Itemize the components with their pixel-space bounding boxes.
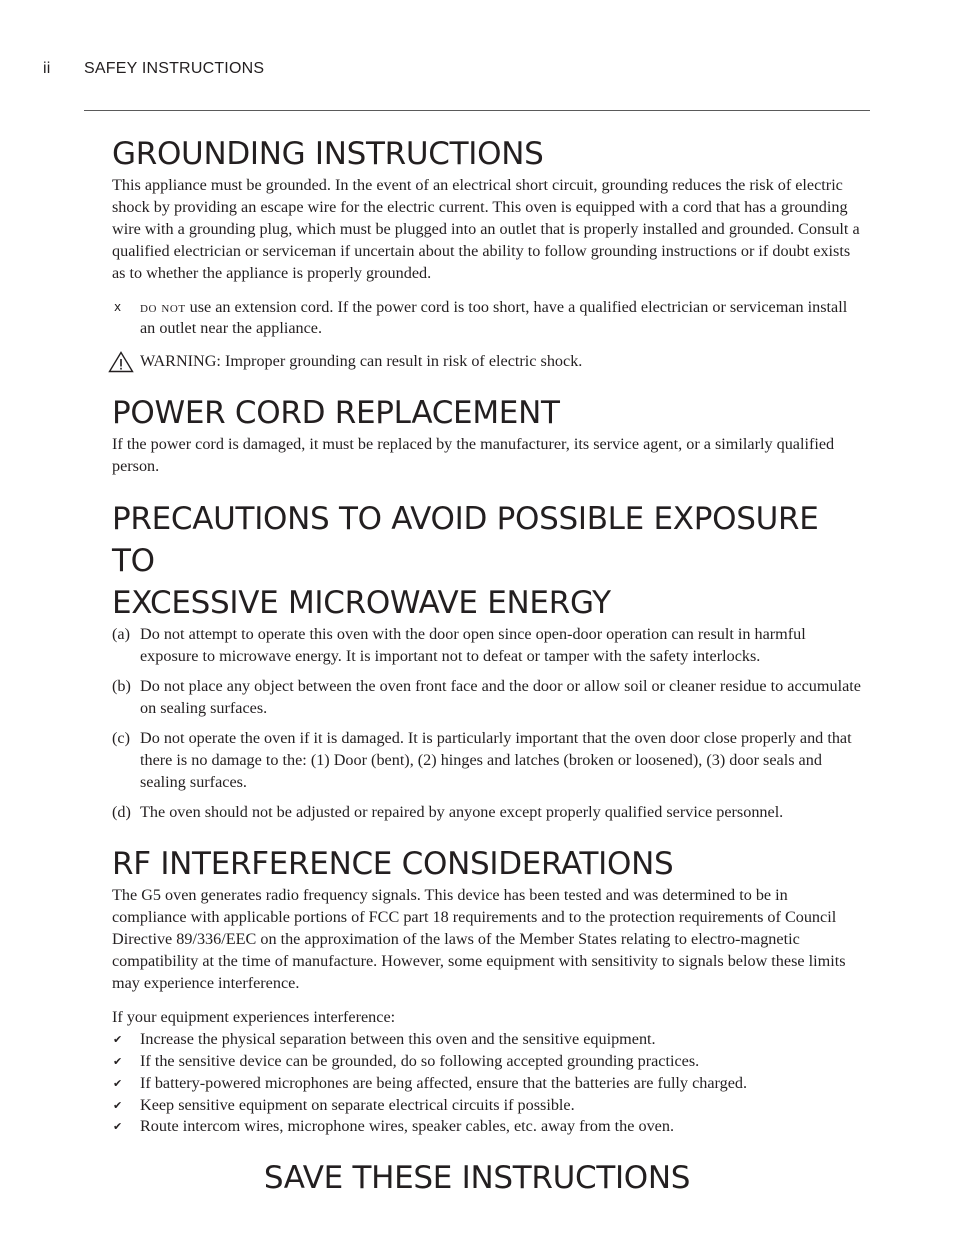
x-mark-icon: x	[114, 299, 122, 314]
power-cord-body: If the power cord is damaged, it must be replaced by the manufacturer, its service agent, or a similarly qualified person.	[112, 435, 835, 476]
list-item	[112, 1095, 862, 1117]
list-item-text: The oven should not be adjusted or repaired by anyone except properly qualified service personnel.	[140, 802, 784, 821]
rf-section	[112, 843, 862, 1138]
list-item	[112, 1116, 862, 1138]
precautions-title-line1: PRECAUTIONS TO AVOID POSSIBLE EXPOSURE TO	[112, 501, 819, 580]
list-item-text: If the sensitive device can be grounded, do so following accepted grounding practices.	[140, 1051, 700, 1070]
list-item-text: Do not place any object between the oven front face and the door or allow soil or cleaner residue to accumulate on sealing surfaces.	[140, 676, 861, 717]
extension-cord-bullet	[112, 297, 862, 341]
checkmark-icon: ✔	[113, 1098, 123, 1112]
list-item-text: If battery-powered microphones are being affected, ensure that the batteries are fully charged.	[140, 1073, 748, 1092]
list-item	[112, 1073, 862, 1095]
list-item-label: (b)	[112, 676, 131, 695]
list-item-label: (c)	[112, 728, 130, 747]
list-item-text: Keep sensitive equipment on separate electrical circuits if possible.	[140, 1095, 575, 1114]
precautions-list	[112, 624, 862, 823]
grounding-section	[112, 133, 862, 373]
rf-title: RF INTERFERENCE CONSIDERATIONS	[112, 846, 674, 883]
grounding-title: GROUNDING INSTRUCTIONS	[112, 136, 544, 172]
do-not-emphasis: do not	[140, 297, 186, 316]
list-item-label: (d)	[112, 802, 131, 821]
list-item-text: Route intercom wires, microphone wires, speaker cables, etc. away from the oven.	[140, 1117, 674, 1136]
rf-body: The G5 oven generates radio frequency signals. This device has been tested and was determined to be in compliance with applicable portions of FCC part 18 requirements and to the protection requirements of Council Directive 89/336/EEC on the approximation of the laws of the Member States relating to electro-magnetic compatibility at the time of manufacture. However, some equipment with sensitivity to signals below these limits may experience interference.	[112, 886, 846, 993]
list-item	[112, 676, 862, 720]
header-divider	[84, 110, 870, 111]
power-cord-section	[112, 392, 862, 478]
rf-checklist	[112, 1029, 862, 1139]
bullet-rest: use an extension cord. If the power cord is too short, have a qualified electrician or serviceman install an outlet near the appliance.	[140, 297, 848, 338]
list-item-label: (a)	[112, 625, 130, 644]
grounding-body: This appliance must be grounded. In the event of an electrical short circuit, grounding reduces the risk of electric shock by providing an escape wire for the electric current. This oven is equipped with a cord that has a grounding wire with a grounding plug, which must be plugged into an outlet that is properly installed and grounded. Consult a qualified electrician or serviceman if uncertain about the ability to follow grounding instructions or if doubt exists as to whether the appliance is properly grounded.	[112, 176, 860, 282]
list-item-text: Do not operate the oven if it is damaged. It is particularly important that the oven door close properly and that there is no damage to the: (1) Door (bent), (2) hinges and latches (broken or loosened), (3) door seals and sealing surfaces.	[140, 728, 852, 791]
list-item-text: Increase the physical separation between this oven and the sensitive equipment.	[140, 1029, 656, 1048]
warning-notice	[108, 351, 862, 373]
bullet-text	[140, 297, 862, 341]
page-content	[112, 133, 862, 1138]
checkmark-icon: ✔	[113, 1032, 123, 1046]
running-title: SAFEY INSTRUCTIONS	[84, 60, 265, 77]
checkmark-icon: ✔	[113, 1054, 123, 1068]
list-item	[112, 802, 862, 824]
power-cord-title: POWER CORD REPLACEMENT	[112, 395, 560, 432]
checkmark-icon: ✔	[113, 1076, 123, 1090]
rf-intro: If your equipment experiences interference:	[112, 1007, 396, 1026]
list-item-text: Do not attempt to operate this oven with the door open since open-door operation can result in harmful exposure to microwave energy. It is important not to defeat or tamper with the safety interlocks.	[140, 625, 806, 666]
save-instructions-title: SAVE THESE INSTRUCTIONS	[263, 1160, 691, 1196]
list-item	[112, 728, 862, 794]
precautions-section	[112, 498, 862, 823]
warning-triangle-icon	[108, 351, 134, 373]
checkmark-icon: ✔	[113, 1120, 123, 1134]
page-number: ii	[43, 60, 51, 77]
warning-text: WARNING: Improper grounding can result in risk of electric shock.	[140, 352, 583, 371]
list-item	[112, 1029, 862, 1051]
list-item	[112, 624, 862, 668]
precautions-title-line2: EXCESSIVE MICROWAVE ENERGY	[112, 585, 611, 622]
precautions-title	[112, 498, 862, 624]
list-item	[112, 1051, 862, 1073]
running-header	[43, 60, 264, 78]
